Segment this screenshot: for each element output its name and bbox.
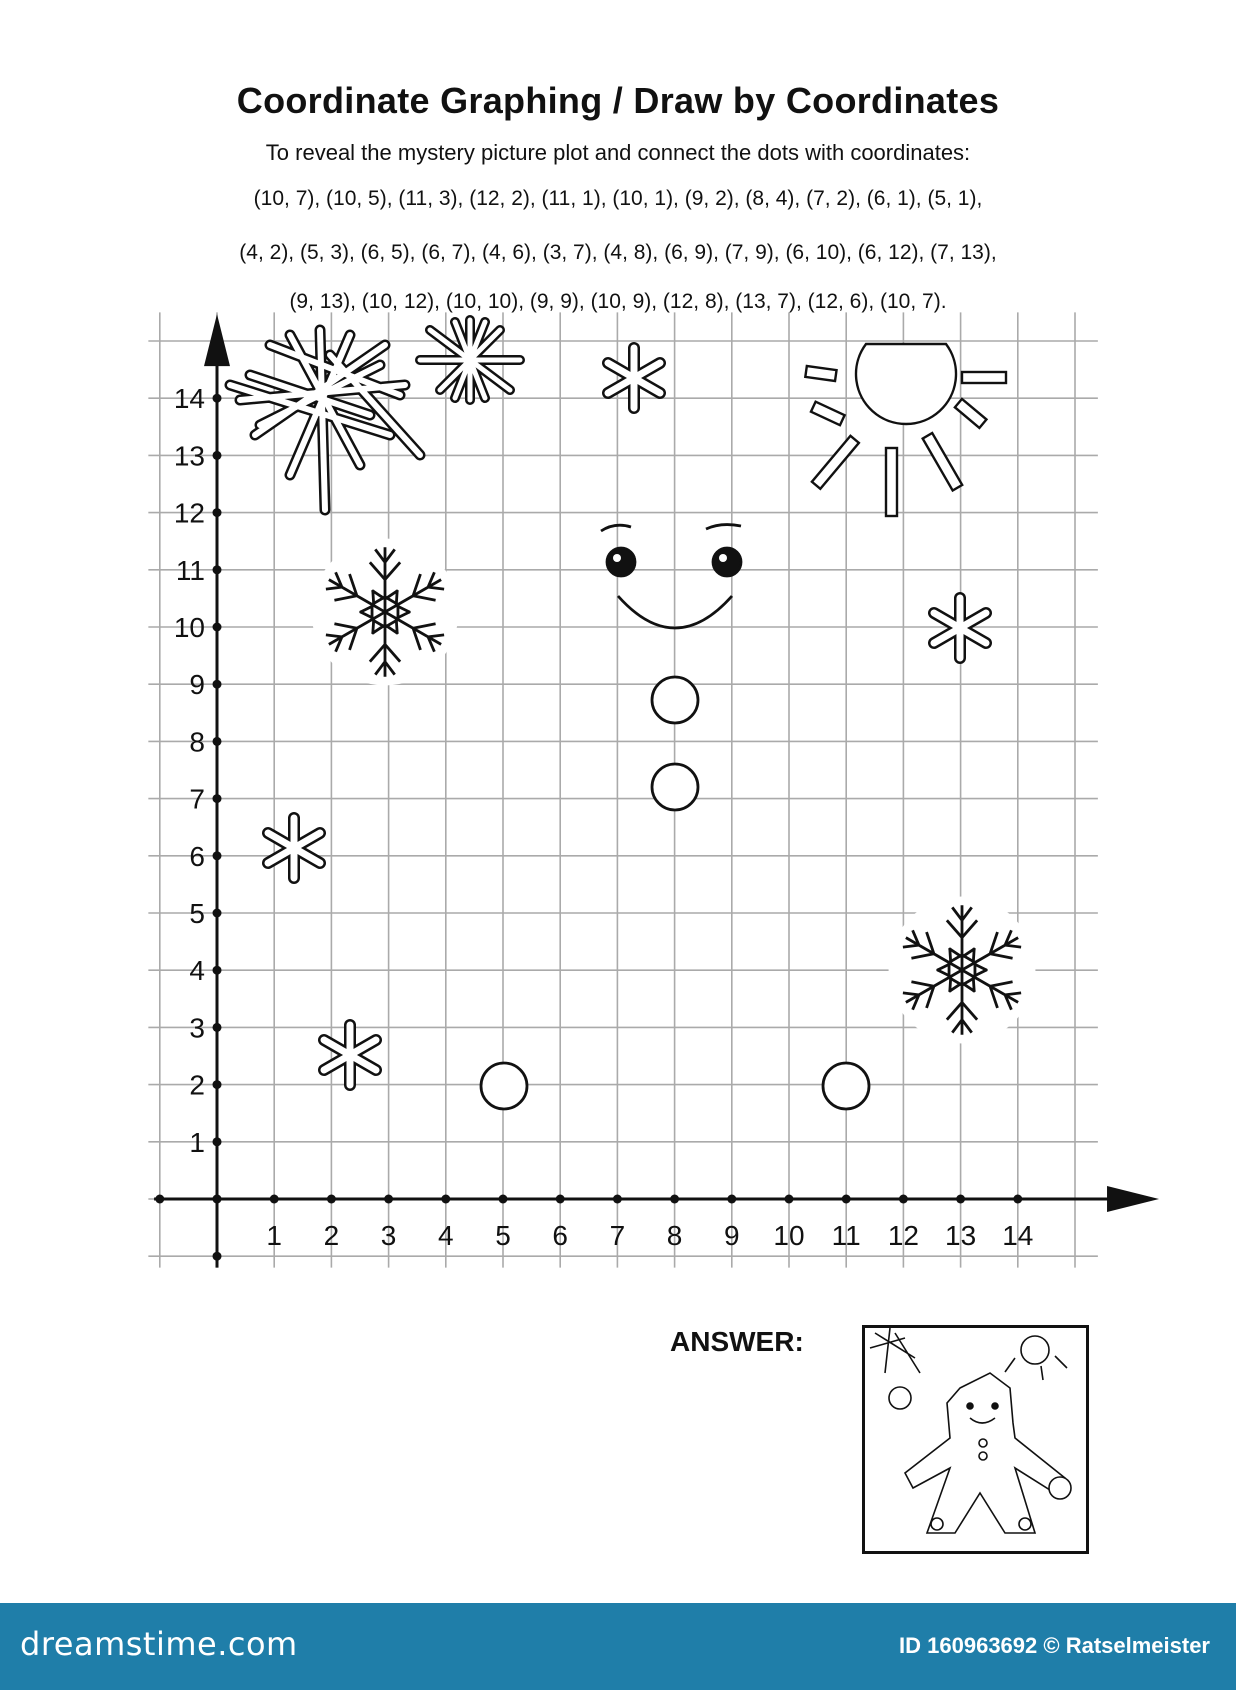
y-tick-label: 5 <box>189 898 205 929</box>
y-tick-dot <box>213 851 222 860</box>
x-tick-dot <box>1013 1195 1022 1204</box>
y-tick-dot <box>213 794 222 803</box>
y-tick-label: 4 <box>189 955 205 987</box>
y-tick-dot <box>213 1023 222 1032</box>
page-title: Coordinate Graphing / Draw by Coordinates <box>236 80 1000 121</box>
footer-bar <box>0 1603 1236 1690</box>
x-tick-dot <box>956 1195 965 1204</box>
x-tick-dot <box>556 1195 565 1204</box>
answer-thumbnail <box>862 1325 1089 1554</box>
y-tick-dot <box>213 451 222 460</box>
x-axis-arrow-icon <box>1107 1186 1159 1212</box>
x-tick-dot <box>899 1195 908 1204</box>
sun-icon <box>805 344 1006 516</box>
x-tick-label: 4 <box>438 1220 454 1251</box>
small-snowflake-icon <box>268 348 986 1085</box>
x-tick-label: 11 <box>831 1220 861 1251</box>
y-axis-arrow-icon <box>204 314 230 366</box>
x-tick-dot <box>842 1195 851 1204</box>
x-tick-label: 6 <box>552 1220 568 1251</box>
y-tick-label: 1 <box>189 1126 205 1158</box>
y-tick-label: 2 <box>189 1069 205 1101</box>
grid-lines <box>148 312 1098 1267</box>
y-tick-label: 8 <box>189 726 205 758</box>
y-tick-label: 6 <box>189 840 205 872</box>
y-tick-label: 9 <box>189 669 205 701</box>
coordinate-list-line-3: (9, 13), (10, 12), (10, 10), (9, 9), (10, 9), (12, 8), (13, 7), (12, 6), (10, 7). <box>289 290 947 313</box>
y-tick-label: 11 <box>175 554 205 586</box>
x-tick-dot <box>613 1195 622 1204</box>
y-tick-label: 3 <box>189 1012 205 1044</box>
y-tick-dot <box>213 1195 222 1204</box>
y-tick-dot <box>213 966 222 975</box>
y-tick-label: 14 <box>173 383 205 415</box>
tick-marks <box>155 394 1022 1261</box>
coordinate-list-line-2: (4, 2), (5, 3), (6, 5), (6, 7), (4, 6), (3, 7), (4, 8), (6, 9), (7, 9), (6, 10), (6, 12), (7, 13), <box>239 241 997 264</box>
x-tick-label: 1 <box>266 1220 282 1251</box>
x-tick-dot <box>441 1195 450 1204</box>
x-tick-dot <box>270 1195 279 1204</box>
y-tick-dot <box>213 394 222 403</box>
x-tick-dot <box>155 1195 164 1204</box>
x-tick-label: 8 <box>666 1220 683 1251</box>
x-tick-dot <box>670 1195 679 1204</box>
x-axis-tick-labels <box>266 1220 1033 1251</box>
x-tick-label: 5 <box>495 1220 511 1251</box>
y-tick-dot <box>213 1252 222 1261</box>
x-tick-dot <box>727 1195 736 1204</box>
x-tick-label: 9 <box>724 1220 740 1251</box>
x-tick-label: 7 <box>609 1220 626 1251</box>
footer-image-id: ID 160963692 © Ratselmeister <box>899 1633 1210 1658</box>
y-axis-tick-labels <box>174 383 205 1158</box>
coordinate-list-line-1: (10, 7), (10, 5), (11, 3), (12, 2), (11, 1), (10, 1), (9, 2), (8, 4), (7, 2), (6, 1), (5, 1), <box>253 187 983 210</box>
x-tick-dot <box>499 1195 508 1204</box>
x-tick-label: 12 <box>887 1220 919 1251</box>
y-tick-label: 12 <box>173 497 205 529</box>
footer-brand: dreamstime.com <box>20 1625 298 1663</box>
instructions-text: To reveal the mystery picture plot and connect the dots with coordinates: <box>265 140 971 165</box>
y-tick-dot <box>213 737 222 746</box>
y-tick-dot <box>213 565 222 574</box>
x-tick-dot <box>327 1195 336 1204</box>
y-tick-dot <box>213 508 222 517</box>
x-tick-label: 2 <box>323 1220 340 1251</box>
y-tick-label: 13 <box>173 440 205 472</box>
x-tick-dot <box>384 1195 393 1204</box>
y-tick-dot <box>213 623 222 632</box>
answer-label: ANSWER: <box>670 1326 804 1357</box>
y-tick-dot <box>213 909 222 918</box>
x-tick-dot <box>785 1195 794 1204</box>
y-tick-label: 7 <box>189 783 205 815</box>
y-tick-dot <box>213 1080 222 1089</box>
x-tick-label: 13 <box>945 1220 977 1251</box>
y-tick-dot <box>213 680 222 689</box>
x-tick-label: 14 <box>1002 1220 1034 1251</box>
x-tick-label: 3 <box>380 1220 397 1251</box>
y-tick-label: 10 <box>173 612 205 643</box>
y-tick-dot <box>213 1137 222 1146</box>
x-tick-label: 10 <box>773 1220 805 1251</box>
